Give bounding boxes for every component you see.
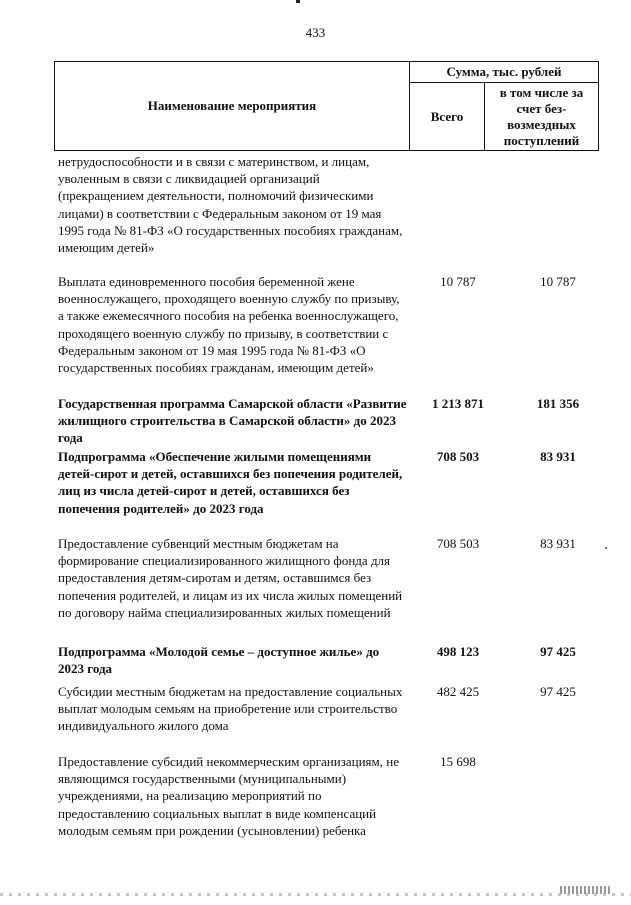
row-total: 1 213 871 (432, 396, 484, 411)
header-free-column: в том числе за счет без-возмездных поступлений (499, 84, 584, 148)
row-total: 498 123 (436, 644, 480, 659)
row-total: 708 503 (436, 536, 480, 551)
scan-speck (605, 547, 607, 549)
row-name: нетрудоспособности и в связи с материнством, и лицам, уволенным в связи с ликвидацией организаций (прекращением деятельности, полномочий физическими лицами) в соответствии с Федеральным законом от 19 мая 1995 года № 81-ФЗ «О государственных пособиях гражданам, имеющим детей» (58, 154, 403, 256)
row-free: 83 931 (540, 536, 576, 551)
page-number: 433 (305, 25, 326, 40)
row-free: 83 931 (540, 449, 576, 464)
header-sum-title: Сумма, тыс. рублей (410, 62, 598, 83)
header-total-column: Всего (410, 83, 485, 150)
row-free: 97 425 (540, 644, 576, 659)
table-header (54, 61, 599, 151)
row-total: 10 787 (440, 274, 476, 289)
row-free: 10 787 (540, 274, 576, 289)
row-name: Подпрограмма «Молодой семье – доступное жилье» до 2023 года (58, 644, 380, 677)
row-name: Субсидии местным бюджетам на предоставление социальных выплат молодым семьям на приобретение или строительство индивидуального жилого дома (58, 684, 403, 734)
row-total: 708 503 (436, 449, 480, 464)
row-name: Государственная программа Самарской области «Развитие жилищного строительства в Самарской области» до 2023 года (58, 396, 407, 446)
row-name: Предоставление субвенций местным бюджетам на формирование специализированного жилищного фонда для предоставления детям-сиротам и детям, оставшимся без попечения родителей, и лицам из их числа жилых помещений по договору найма специализированных жилых помещений (58, 536, 403, 620)
row-name: Предоставление субсидий некоммерческим организациям, не являющимся государственными (муниципальными) учреждениями, на реализацию мероприятий по предоставлению социальных выплат в виде компенсаций молодым семьям при рождении (усыновлении) ребенка (58, 754, 399, 838)
row-total: 482 425 (436, 684, 480, 699)
scan-edge-line (0, 893, 631, 896)
header-name-column: Наименование мероприятия (55, 62, 410, 150)
row-total: 15 698 (440, 754, 476, 769)
row-free: 181 356 (536, 396, 580, 411)
row-name: Выплата единовременного пособия беременной жене военнослужащего, проходящего военную службу по призыву, а также ежемесячного пособия на ребенка военнослужащего, проходящего военную службу по призыву, в соответствии с Федеральным законом от 19 мая 1995 года № 81-ФЗ «О государственных пособиях гражданам, имеющим детей» (58, 274, 400, 376)
row-free: 97 425 (540, 684, 576, 699)
row-name: Подпрограмма «Обеспечение жилыми помещениями детей-сирот и детей, оставшихся без попечения родителей, лиц из числа детей-сирот и детей, оставшихся без попечения родителей» до 2023 года (58, 449, 403, 516)
scan-mark (296, 0, 300, 3)
